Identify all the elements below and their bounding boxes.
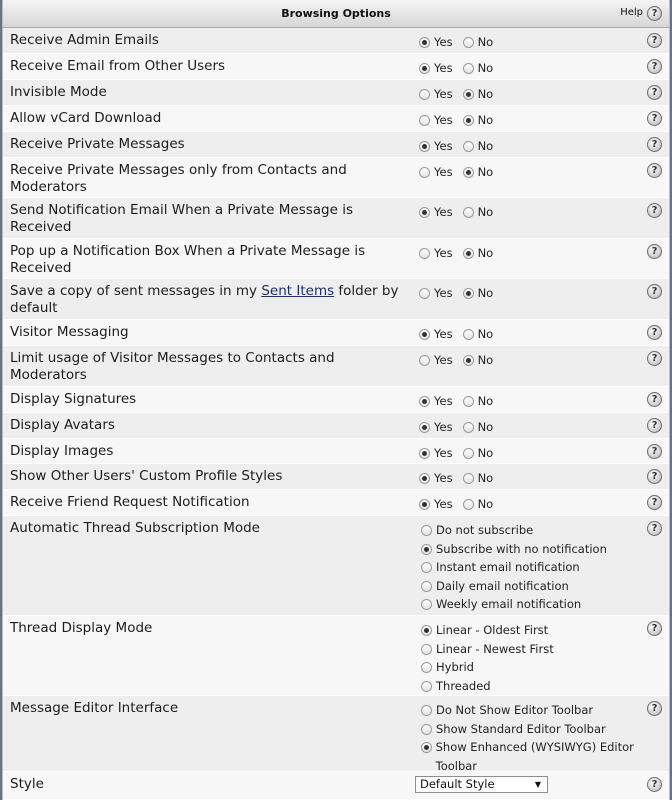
help-icon[interactable]: ? xyxy=(647,444,662,459)
help-icon[interactable]: ? xyxy=(647,284,662,299)
radio-no[interactable] xyxy=(463,89,474,100)
option-row xyxy=(3,279,669,320)
radio-yes[interactable] xyxy=(419,63,430,74)
radio-label: Do not subscribe xyxy=(436,523,534,537)
radio[interactable] xyxy=(421,681,432,692)
option-label: Send Notification Email When a Private Message is Received xyxy=(10,202,354,235)
option-yes[interactable] xyxy=(419,87,453,101)
option-no[interactable] xyxy=(463,113,494,127)
radio[interactable] xyxy=(421,562,432,573)
radio-label: Threaded xyxy=(436,678,491,693)
option-label: Display Avatars xyxy=(10,417,115,433)
option-label: Receive Friend Request Notification xyxy=(10,494,250,510)
editor-interface-option[interactable] xyxy=(421,701,669,720)
yes-no-group xyxy=(419,497,503,513)
style-select[interactable] xyxy=(415,776,548,793)
radio-no[interactable] xyxy=(463,167,474,178)
option-yes[interactable] xyxy=(419,394,453,408)
option-yes[interactable] xyxy=(419,35,453,49)
option-label: Pop up a Notification Box When a Private Message is Received xyxy=(10,243,366,276)
yes-no-group xyxy=(419,394,503,410)
radio-label: Subscribe with no notification xyxy=(436,541,607,556)
subscription-mode-option[interactable] xyxy=(421,521,607,540)
option-row xyxy=(3,346,669,387)
radio-label-yes: Yes xyxy=(434,327,453,341)
option-row xyxy=(3,198,669,239)
option-row xyxy=(3,132,669,158)
option-row xyxy=(3,158,669,198)
radio-label: Show Enhanced (WYSIWYG) Editor Toolbar xyxy=(435,740,634,773)
radio-yes[interactable] xyxy=(419,207,430,218)
option-row xyxy=(3,772,669,800)
radio-label-yes: Yes xyxy=(434,165,453,179)
option-no[interactable] xyxy=(463,139,494,153)
help-icon[interactable]: ? xyxy=(647,111,662,126)
radio-label: Linear - Oldest First xyxy=(436,623,549,637)
option-row xyxy=(3,320,669,346)
option-yes[interactable] xyxy=(419,286,453,300)
radio-yes[interactable] xyxy=(419,448,430,459)
help-icon[interactable]: ? xyxy=(647,325,662,340)
option-row xyxy=(3,439,669,464)
radio-no[interactable] xyxy=(463,448,474,459)
yes-no-group xyxy=(419,139,503,155)
radio-label-no: No xyxy=(477,113,494,127)
option-yes[interactable] xyxy=(419,246,453,260)
thread-display-mode-option[interactable] xyxy=(421,621,554,640)
radio-label-no: No xyxy=(477,87,494,101)
radio-no[interactable] xyxy=(463,396,474,407)
radio-label: Show Standard Editor Toolbar xyxy=(436,721,606,736)
editor-interface-option[interactable] xyxy=(421,720,669,739)
help-icon[interactable]: ? xyxy=(647,351,662,366)
option-yes[interactable] xyxy=(419,165,453,179)
yes-no-group xyxy=(419,420,503,436)
option-yes[interactable] xyxy=(419,471,453,485)
yes-no-group xyxy=(419,35,503,51)
option-no[interactable] xyxy=(463,394,494,408)
radio-label-no: No xyxy=(477,35,494,49)
radio-no[interactable] xyxy=(463,355,474,366)
subscription-mode-label: Automatic Thread Subscription Mode xyxy=(10,520,260,536)
option-label: Invisible Mode xyxy=(10,84,107,100)
radio-no[interactable] xyxy=(463,248,474,259)
help-icon[interactable]: ? xyxy=(647,469,662,484)
radio-yes[interactable] xyxy=(419,396,430,407)
help-icon[interactable]: ? xyxy=(647,85,662,100)
yes-no-group xyxy=(419,165,503,181)
option-no[interactable] xyxy=(463,327,494,341)
option-no[interactable] xyxy=(463,286,494,300)
help-label[interactable]: Help xyxy=(620,7,643,18)
option-yes[interactable] xyxy=(419,205,453,219)
option-row xyxy=(3,464,669,490)
help-icon[interactable]: ? xyxy=(647,701,662,716)
radio-yes[interactable] xyxy=(419,37,430,48)
option-yes[interactable] xyxy=(419,497,453,511)
radio-yes[interactable] xyxy=(419,355,430,366)
radio-label-yes: Yes xyxy=(434,394,453,408)
radio-label-no: No xyxy=(477,327,494,341)
yes-no-group xyxy=(419,246,503,262)
radio-label-yes: Yes xyxy=(434,61,453,75)
thread-display-mode-options xyxy=(421,621,554,695)
section-header xyxy=(3,0,669,28)
help-icon[interactable]: ? xyxy=(647,59,662,74)
style-select-value: Default Style xyxy=(420,777,495,791)
radio[interactable] xyxy=(421,742,432,753)
option-row xyxy=(3,516,669,616)
radio-yes[interactable] xyxy=(419,329,430,340)
radio-no[interactable] xyxy=(463,473,474,484)
radio-label-no: No xyxy=(477,165,494,179)
option-label: Receive Private Messages only from Contacts and Moderators xyxy=(10,162,347,195)
radio[interactable] xyxy=(421,581,432,592)
radio-label: Daily email notification xyxy=(436,578,569,593)
radio-label-yes: Yes xyxy=(434,35,453,49)
style-label: Style xyxy=(10,776,44,792)
radio-yes[interactable] xyxy=(419,89,430,100)
radio-label-yes: Yes xyxy=(434,497,453,511)
sent-items-link[interactable]: Sent Items xyxy=(261,283,335,299)
radio-no[interactable] xyxy=(463,207,474,218)
radio-no[interactable] xyxy=(463,37,474,48)
radio-label-yes: Yes xyxy=(434,353,453,367)
radio-label-no: No xyxy=(477,139,494,153)
radio-no[interactable] xyxy=(463,288,474,299)
option-no[interactable] xyxy=(463,35,494,49)
subscription-mode-option[interactable] xyxy=(421,577,607,596)
radio-no[interactable] xyxy=(463,141,474,152)
radio-yes[interactable] xyxy=(419,115,430,126)
option-row xyxy=(3,387,669,413)
radio-label-no: No xyxy=(477,353,494,367)
radio[interactable] xyxy=(421,644,432,655)
radio-label-no: No xyxy=(477,497,494,511)
yes-no-group xyxy=(419,286,503,302)
radio-label-no: No xyxy=(477,420,494,434)
radio-label-yes: Yes xyxy=(434,286,453,300)
yes-no-group xyxy=(419,353,503,369)
radio-label-no: No xyxy=(477,246,494,260)
radio-label-yes: Yes xyxy=(434,113,453,127)
radio-yes[interactable] xyxy=(419,141,430,152)
yes-no-group xyxy=(419,61,503,77)
radio-label: Weekly email notification xyxy=(436,597,582,611)
option-label: Visitor Messaging xyxy=(10,324,129,340)
radio-no[interactable] xyxy=(463,329,474,340)
help-icon[interactable]: ? xyxy=(647,777,662,792)
option-row xyxy=(3,413,669,439)
radio-label: Linear - Newest First xyxy=(436,641,554,656)
help-icon[interactable]: ? xyxy=(647,137,662,152)
radio-yes[interactable] xyxy=(419,422,430,433)
option-yes[interactable] xyxy=(419,139,453,153)
radio-label-no: No xyxy=(477,205,494,219)
option-label: Allow vCard Download xyxy=(10,110,162,126)
radio-label-no: No xyxy=(477,61,494,75)
radio[interactable] xyxy=(421,724,432,735)
radio[interactable] xyxy=(421,544,432,555)
option-yes[interactable] xyxy=(419,420,453,434)
radio-label-no: No xyxy=(477,286,494,300)
help-icon[interactable]: ? xyxy=(647,418,662,433)
option-no[interactable] xyxy=(463,497,494,511)
subscription-mode-option[interactable] xyxy=(421,558,607,577)
radio-label: Hybrid xyxy=(436,660,474,674)
help-icon[interactable]: ? xyxy=(647,621,662,636)
thread-display-mode-option[interactable] xyxy=(421,640,554,659)
yes-no-group xyxy=(419,87,503,103)
radio-label-yes: Yes xyxy=(434,420,453,434)
option-label: Display Images xyxy=(10,443,114,459)
section-title: Browsing Options xyxy=(281,7,391,20)
option-label: Receive Email from Other Users xyxy=(10,58,226,74)
radio-no[interactable] xyxy=(463,422,474,433)
option-no[interactable] xyxy=(463,61,494,75)
help-icon[interactable]: ? xyxy=(647,521,662,536)
help-icon[interactable]: ? xyxy=(647,392,662,407)
editor-interface-label: Message Editor Interface xyxy=(10,700,179,716)
radio[interactable] xyxy=(421,525,432,536)
option-no[interactable] xyxy=(463,420,494,434)
option-label: Limit usage of Visitor Messages to Contacts and Moderators xyxy=(10,350,335,383)
thread-display-mode-label: Thread Display Mode xyxy=(10,620,153,636)
yes-no-group xyxy=(419,446,503,462)
subscription-mode-options xyxy=(421,521,607,614)
radio-label: Do Not Show Editor Toolbar xyxy=(436,703,594,717)
radio[interactable] xyxy=(421,625,432,636)
option-row xyxy=(3,616,669,696)
option-row xyxy=(3,490,669,516)
radio-label-no: No xyxy=(477,471,494,485)
subscription-mode-option[interactable] xyxy=(421,540,607,559)
help-icon[interactable]: ? xyxy=(647,163,662,178)
option-yes[interactable] xyxy=(419,353,453,367)
option-yes[interactable] xyxy=(419,446,453,460)
radio-no[interactable] xyxy=(463,63,474,74)
radio-label-yes: Yes xyxy=(434,471,453,485)
help-icon[interactable]: ? xyxy=(647,244,662,259)
option-no[interactable] xyxy=(463,353,494,367)
radio-yes[interactable] xyxy=(419,248,430,259)
radio-label-no: No xyxy=(477,394,494,408)
yes-no-group xyxy=(419,471,503,487)
radio-label-yes: Yes xyxy=(434,246,453,260)
option-no[interactable] xyxy=(463,205,494,219)
option-row xyxy=(3,239,669,279)
radio-yes[interactable] xyxy=(419,167,430,178)
radio-label: Instant email notification xyxy=(436,560,580,574)
browsing-options-panel xyxy=(2,0,670,800)
radio[interactable] xyxy=(421,705,432,716)
option-yes[interactable] xyxy=(419,61,453,75)
thread-display-mode-option[interactable] xyxy=(421,658,554,677)
help-icon[interactable]: ? xyxy=(647,495,662,510)
yes-no-group xyxy=(419,113,503,129)
radio-label-yes: Yes xyxy=(434,139,453,153)
option-label: Receive Admin Emails xyxy=(10,32,159,48)
radio-no[interactable] xyxy=(463,115,474,126)
radio-label-yes: Yes xyxy=(434,87,453,101)
option-row xyxy=(3,106,669,132)
option-no[interactable] xyxy=(463,165,494,179)
option-row xyxy=(3,696,669,772)
option-label: Receive Private Messages xyxy=(10,136,185,152)
radio-yes[interactable] xyxy=(419,288,430,299)
radio[interactable] xyxy=(421,599,432,610)
option-label: Display Signatures xyxy=(10,391,137,407)
option-label: Save a copy of sent messages in my Sent Items folder by default xyxy=(10,283,399,316)
radio[interactable] xyxy=(421,662,432,673)
thread-display-mode-option[interactable] xyxy=(421,677,554,696)
editor-interface-options xyxy=(421,701,669,775)
dropdown-caret-icon: ▼ xyxy=(534,780,541,789)
subscription-mode-option[interactable] xyxy=(421,595,607,614)
option-row xyxy=(3,80,669,106)
editor-interface-option[interactable] xyxy=(421,738,669,775)
help-icon[interactable]: ? xyxy=(647,203,662,218)
option-no[interactable] xyxy=(463,471,494,485)
yes-no-group xyxy=(419,205,503,221)
option-label: Show Other Users' Custom Profile Styles xyxy=(10,468,283,484)
option-yes[interactable] xyxy=(419,113,453,127)
option-no[interactable] xyxy=(463,246,494,260)
radio-label-yes: Yes xyxy=(434,205,453,219)
option-row xyxy=(3,28,669,54)
radio-label-no: No xyxy=(477,446,494,460)
option-no[interactable] xyxy=(463,87,494,101)
help-icon[interactable]: ? xyxy=(647,33,662,48)
radio-label-yes: Yes xyxy=(434,446,453,460)
radio-yes[interactable] xyxy=(419,499,430,510)
yes-no-group xyxy=(419,327,503,343)
option-no[interactable] xyxy=(463,446,494,460)
option-row xyxy=(3,54,669,80)
radio-yes[interactable] xyxy=(419,473,430,484)
help-icon[interactable]: ? xyxy=(647,6,662,21)
radio-no[interactable] xyxy=(463,499,474,510)
option-yes[interactable] xyxy=(419,327,453,341)
